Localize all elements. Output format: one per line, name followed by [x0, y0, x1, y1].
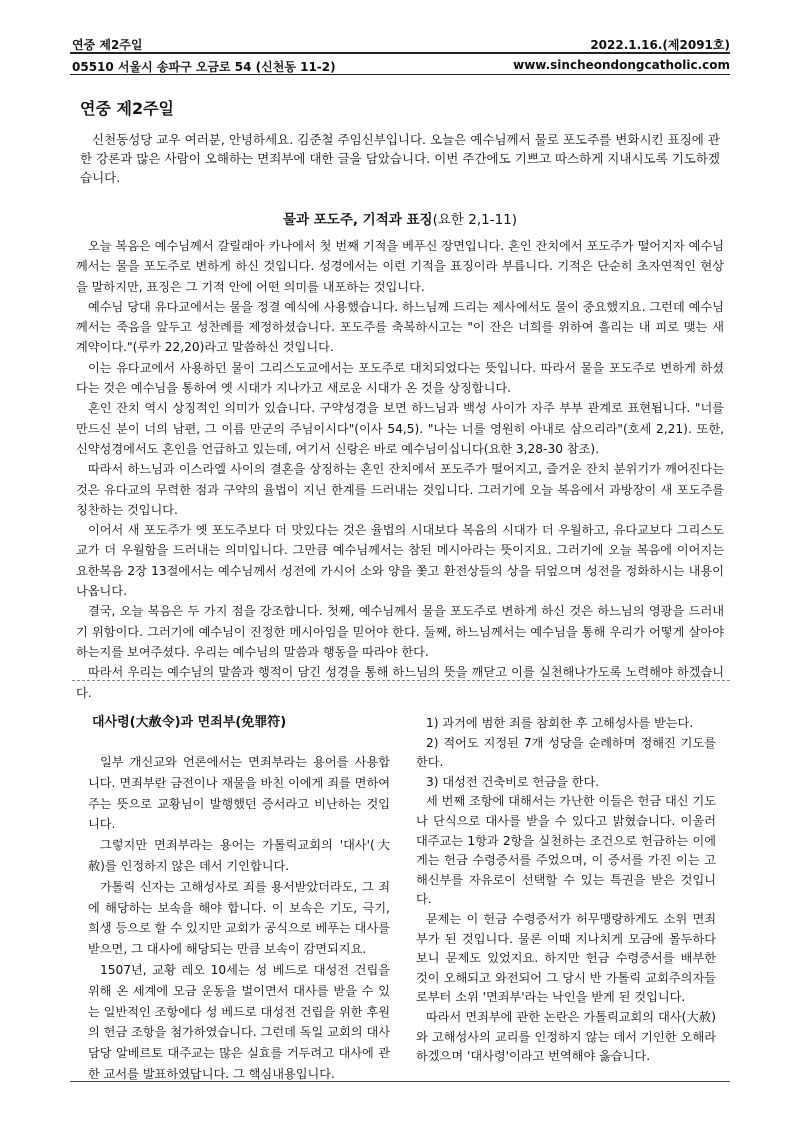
column-paragraph: 그렇지만 면죄부라는 용어는 가톨릭교회의 '대사'(大赦)를 인정하지 않은 데서 기인합니다.: [88, 838, 390, 873]
column-paragraph: 문제는 이 헌금 수령증서가 허무맹랑하게도 소위 면죄부가 된 것입니다. 물론 이때 지나치게 모금에 몰두하다 보니 문제도 있었지요. 하지만 헌금 수령증서를 배부한 것이 오해되고 와전되어 그 당시 반 가톨릭 교회주의자들로부터 소위 '면죄부'라는 낙인을 받게 된 것입니다.: [416, 911, 716, 1005]
address-rule: [70, 74, 730, 75]
column-list-item: 1) 과거에 범한 죄를 참회한 후 고해성사를 받는다.: [426, 716, 694, 730]
section-divider: [72, 680, 730, 681]
article-paragraph: 따라서 우리는 예수님의 말씀과 행적이 담긴 성경을 통해 하느님의 뜻을 깨닫고 이를 실천해나가도록 노력해야 하겠습니다.: [76, 665, 724, 700]
column-paragraph: 세 번째 조항에 대해서는 가난한 이들은 헌금 대신 기도나 단식으로 대사를 받을 수 있다고 밝혔습니다. 이울러 대주교는 1항과 2항을 실천하는 조건으로 헌금하는 이에게는 헌금 수령증서를 주었으며, 이 증서를 가진 이는 고해신부를 자유로이 선택할 수 있는 특권을 받은 것입니다.: [416, 794, 717, 907]
bulletin-title: 연중 제2주일: [72, 38, 143, 52]
column-list-item: 3) 대성전 건축비로 헌금을 한다.: [426, 774, 600, 789]
column-right: [416, 714, 716, 1067]
article-paragraph: 이어서 새 포도주가 옛 포도주보다 더 맛있다는 것은 율법의 시대보다 복음의 시대가 더 우월하고, 유다교보다 그리스도교가 더 우월함을 드러내는 의미입니다. 그만큼 예수님께서는 참된 메시아라는 뜻이지요. 그러기에 오늘 복음에 이어지는 요한복음 2장 13절에서는 예수님께서 성전에 가시어 소와 양을 쫓고 환전상들의 상을 뒤엎으며 성전을 정화하시는 내용이 나옵니다.: [76, 523, 724, 599]
article-paragraph: 결국, 오늘 복음은 두 가지 점을 강조합니다. 첫째, 예수님께서 물을 포도주로 변하게 하신 것은 하느님의 영광을 드러내기 위함이다. 그러기에 예수님이 진정한 메시아임을 믿어야 한다. 둘째, 하느님께서는 예수님을 통해 우리가 어떻게 살아야 하는지를 보여주셨다. 우리는 예수님의 말씀과 행동을 따라야 한다.: [76, 604, 724, 659]
article-paragraph: 따라서 하느님과 이스라엘 사이의 결혼을 상징하는 혼인 잔치에서 포도주가 떨어지고, 즐거운 잔치 분위기가 깨어진다는 것은 유다교의 무력한 점과 구약의 율법이 지닌 한계를 드러내는 것입니다. 그러기에 오늘 복음에서 과방장이 새 포도주를 칭찬하는 것입니다.: [76, 462, 724, 517]
column-paragraph: 따라서 면죄부에 관한 논란은 가톨릭교회의 대사(大赦)와 고해성사의 교리를 인정하지 않는 데서 기인한 오해라 하겠으며 '대사령'이라고 번역해야 옳습니다.: [416, 1009, 716, 1064]
article-paragraph: 예수님 당대 유다교에서는 물을 정결 예식에 사용했습니다. 하느님께 드리는 제사에서도 물이 중요했지요. 그런데 예수님께서는 죽음을 앞두고 성찬례를 제정하셨습니다. 포도주를 축복하시고는 "이 잔은 너희를 위하여 흘리는 내 피로 맺는 새 계약이다."(루카 22,20)라고 말씀하신 것입니다.: [76, 299, 724, 355]
column-paragraph: 1507년, 교황 레오 10세는 성 베드로 대성전 건립을 위해 온 세계에 모금 운동을 벌이면서 대사를 받을 수 있는 일반적인 조항에다 성 베드로 대성전 건립을 위한 후원의 헌금 조항을 첨가하였습니다. 그런데 독일 교회의 대사 담당 알베르토 대주교는 많은 실효를 거두려고 대사에 관한 교서를 발표하였답니다. 그 핵심내용입니다.: [88, 962, 390, 1081]
footer-rule: [70, 1081, 730, 1082]
parish-address: 05510 서울시 송파구 오금로 54 (신천동 11-2): [72, 60, 336, 74]
homily-article: [76, 236, 724, 703]
header-rule: [70, 52, 730, 54]
article-paragraph: 이는 유다교에서 사용하던 물이 그리스도교에서는 포도주로 대치되었다는 뜻입니다. 따라서 물을 포도주로 변하게 하셨다는 것은 예수님을 통하여 옛 시대가 지나가고 새로운 시대가 온 것을 상징합니다.: [76, 360, 724, 396]
column-title: 대사령(大赦令)과 면죄부(免罪符): [92, 715, 287, 730]
article-reference: (요한 2,1-11): [432, 212, 518, 228]
column-paragraph: 가톨릭 신자는 고해성사로 죄를 용서받았더라도, 그 죄에 해당하는 보속을 해야 합니다. 이 보속은 기도, 극기, 희생 등으로 할 수 있지만 교회가 공식으로 베푸는 대사를 받으면, 그 대사에 해당되는 만큼 보속이 감면되지요.: [88, 879, 390, 957]
intro-paragraph: 신천동성당 교우 여러분, 안녕하세요. 김준철 주임신부입니다. 오늘은 예수님께서 물로 포도주를 변화시킨 표징에 관한 강론과 많은 사람이 오해하는 면죄부에 대한 글을 담았습니다. 이번 주간에도 기쁘고 따스하게 지내시도록 기도하겠습니다.: [80, 132, 720, 185]
section-title: 연중 제2주일: [80, 99, 174, 118]
issue-date: 2022.1.16.(제2091호): [590, 38, 730, 52]
column-left: [88, 752, 390, 1085]
article-paragraph: 오늘 복음은 예수님께서 갈릴래아 카나에서 첫 번째 기적을 베푸신 장면입니다. 혼인 잔치에서 포도주가 떨어지자 예수님께서는 물을 포도주로 변하게 하신 것입니다. 성경에서는 이런 기적을 표징이라 부릅니다. 기적은 단순히 초자연적인 현상을 말하지만, 표징은 그 기적 안에 어떤 의미를 내포하는 것입니다.: [76, 239, 724, 294]
column-paragraph: 일부 개신교와 언론에서는 면죄부라는 용어를 사용합니다. 면죄부란 금전이나 재물을 바친 이에게 죄를 면하여 주는 뜻으로 교황님이 발행했던 증서라고 비난하는 것입니다.: [88, 755, 390, 832]
article-title-main: 물과 포도주, 기적과 표징: [282, 212, 433, 228]
parish-website[interactable]: www.sincheondongcatholic.com: [513, 58, 730, 72]
article-title: [0, 208, 800, 228]
article-paragraph: 혼인 잔치 역시 상징적인 의미가 있습니다. 구약성경을 보면 하느님과 백성 사이가 자주 부부 관계로 표현됩니다. "너를 만드신 분이 너의 남편, 그 이름 만군의 주님이시다"(이사 54,5). "나는 너를 영원히 아내로 삼으리라"(호세 2,21). 또한, 신약성경에서도 혼인을 언급하고 있는데, 여기서 신랑은 바로 예수님이십니다(요한 3,28-30 참조).: [76, 401, 724, 456]
column-list-item: 2) 적어도 지정된 7개 성당을 순례하며 정해진 기도를 한다.: [416, 735, 716, 770]
